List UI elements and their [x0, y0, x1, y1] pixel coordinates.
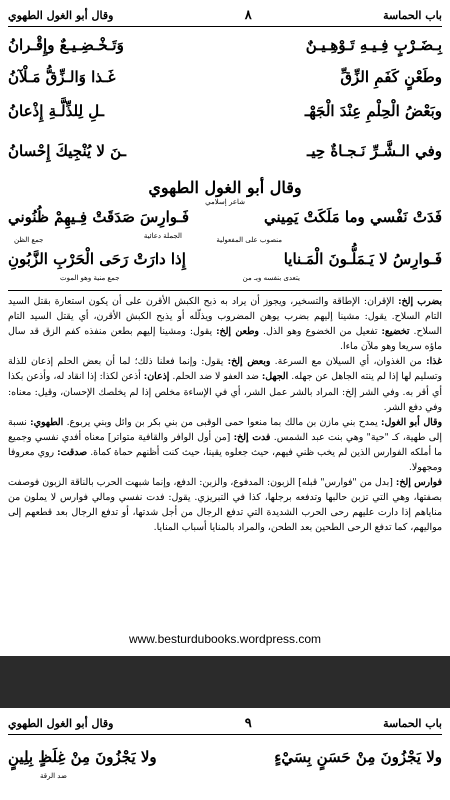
verse	[8, 102, 442, 128]
verse-hemistich-first: فَـوارِسُ لا يَـمَلُّـونَ الْمَـنايا	[283, 250, 442, 268]
commentary-paragraph	[8, 415, 442, 475]
commentary-text: [بدل من "فوارس" قبله] الزبون: المدفوع، والزبن: الدفع، وإنما شبهت الحرب بالناقة الزبون فوصفت بصفتها، وهي التي تزبن حالبها وتدفعه برجلها، كذا في التبريزي. يقول: فدت نفسي ومالي فوارس لا يملون من منایاهم إذا دارت عليهم رحى الحرب الشديدة التي تدفع الرجال من أجل شدتها، أو تدفع الرجال بعد قطعهم إلى مواليهم، كما تدفع الرحى الطحين بعد الطحن، والمراد بالمنايا أسباب المنايا.	[8, 477, 442, 534]
separator-line	[8, 290, 442, 291]
commentary-text: يقول: ومشينا إليهم بطعن منفذه كفم الزق قد سال ماؤه سريعا وهو ملآن ماءا.	[8, 326, 442, 353]
commentary-text: روي معروفا ومجهولا.	[8, 446, 442, 474]
commentary-text: يمدح بني مازن بن مالك بما منعوا حمى الوقبى من بني بكر بن وائل وبني يربوع.	[63, 416, 381, 428]
verse-hemistich-first: وطَعْنٍ كَفَمِ الزِّقِّ	[340, 68, 442, 86]
commentary-text: [من أول الوافر والقافية متواتر] معناه أفدي نفسي وجميع ما أملكه الفوارس الذين لم يخب ظني فيهم، حيث جعلوه يقينا، حيث كنت أظنهم حماة كماة.	[8, 431, 442, 458]
verse-hemistich-first: بِـضَـرْبٍ فِـيـهِ تَـوْهِـيـنٌ	[305, 36, 442, 54]
headword: الطهوي:	[30, 416, 64, 428]
commentary-paragraph	[8, 475, 442, 535]
headword: وبعض إلخ:	[227, 356, 271, 368]
headword: الجهل:	[261, 371, 289, 383]
chapter-title: باب الحماسة	[383, 716, 442, 730]
verse	[8, 36, 442, 62]
verse-hemistich-second: إِذا دارَتْ رَحَى الْحَرْبِ الزَّبُونِ	[8, 250, 186, 268]
commentary-paragraph	[8, 294, 442, 354]
headword: بضرب إلخ:	[398, 296, 442, 307]
commentary-text: يقول: وإنما فعلنا ذلك؛ لما أن بعض الحلم إذعان للذلة وتسليم لها إذا لم ينته الجاهل عن جهله.	[8, 356, 442, 383]
verse	[8, 142, 442, 168]
chapter-title: باب الحماسة	[383, 8, 442, 22]
headword: فدت إلخ:	[233, 431, 271, 443]
commentary-text: من الغذوان، أي السيلان مع السرعة.	[270, 356, 427, 368]
verse-hemistich-second: ـنَ لا يُنْجِيكَ إِحْسانُ	[8, 142, 126, 160]
page-number: ٨	[244, 7, 252, 23]
verse-hemistich-second: فَـوارِسَ صَدَقَتْ فِـيهِمْ ظُنُوني	[8, 208, 190, 226]
verse-gloss: منصوب على المفعولية	[216, 236, 282, 244]
page-number: ٩	[244, 715, 252, 731]
page-9	[0, 708, 450, 800]
verse	[8, 250, 442, 276]
commentary-paragraph	[8, 354, 442, 414]
page-header	[8, 712, 442, 735]
poet-gloss: شاعر إسلامي	[205, 198, 245, 206]
running-title: وقال أبو الغول الطهوي	[8, 8, 114, 22]
page-gap	[0, 656, 450, 708]
verse-gloss: الجملة دعائية	[143, 232, 182, 240]
headword: وطعن إلخ:	[216, 326, 259, 338]
commentary-text: ضد العفو لا ضد الحلم.	[169, 371, 262, 383]
verse-hemistich-first: وفي الـشَّـرِّ نَـجـاةٌ حِيـ	[306, 142, 442, 160]
headword: صدقت:	[57, 446, 88, 458]
headword: وقال أبو الغول:	[381, 416, 442, 428]
verse	[8, 748, 442, 774]
verse-hemistich-second: وَتَـخْـضِـيـعٌ وإِقْـرانُ	[8, 36, 124, 54]
verse-hemistich-first: ولا يَجْزُونَ مِنْ حَسَنٍ بِسَيْءٍ	[274, 748, 442, 766]
verse-hemistich-first: فَدَتْ نَفْسي وما مَلَكَتْ يَمِيني	[264, 208, 442, 226]
headword: تخضيع:	[381, 326, 410, 338]
verse-hemistich-second: ـلِ لِلذِّلَّـةِ إِذْعانُ	[8, 102, 104, 120]
commentary-text: الإقران: الإطاقة والتسخير، ويجوز أن يراد به ذبح الكبش الأقرن على أن يكون استعارة بقتل السيد التام السلاح. يقول: مشينا إليهم بضرب يوهن المضروب ويذلّله أو يذبح الكبش الأقرن، أي يقتل السيد التام السلاح.	[8, 296, 442, 338]
commentary	[8, 294, 442, 536]
commentary-text: تفعيل من الخضوع وهو الذل.	[258, 326, 382, 338]
verse-hemistich-first: وبَعْضُ الْحِلْمِ عِنْدَ الْجَهْـ	[304, 102, 442, 120]
verse-gloss: ضد الرقة	[40, 772, 67, 780]
verse	[8, 68, 442, 94]
headword: فوارس إلخ:	[395, 477, 443, 489]
verse-gloss: جمع منية وهو الموت	[60, 274, 120, 282]
headword: غذا:	[426, 356, 442, 368]
headword: إذعان:	[143, 371, 170, 383]
footer-url: www.besturdubooks.wordpress.com	[128, 632, 322, 646]
page-header	[8, 4, 442, 27]
commentary-text: أذعن لكذا: إذا انقاد له، وأذعن بكذا أي أقر به. وفي الشر إلخ: المراد بالشر عمل الشر، أي في الإساءة مخلص إذا لم يخلصك الإحسان، وقيل: معناه: وفي دفع الشر.	[8, 371, 442, 413]
running-title: وقال أبو الغول الطهوي	[8, 716, 114, 730]
verse-gloss: يتعدى بنفسه وبـ من	[242, 274, 300, 282]
poem-title: وقال أبو الغول الطهوي	[148, 178, 302, 197]
verse	[8, 208, 442, 234]
commentary-text: نسبة إلى طهية، كـ "حية" وهي بنت عبد الشمس.	[8, 416, 442, 443]
verse-hemistich-second: غَـذا وَالـزِّقُّ مَـلْآنُ	[8, 68, 116, 86]
verse-gloss: جمع الظن	[14, 236, 44, 244]
verse-hemistich-second: ولا يَجْزُونَ مِنْ غِلَظٍ بِلِينٍ	[8, 748, 157, 766]
